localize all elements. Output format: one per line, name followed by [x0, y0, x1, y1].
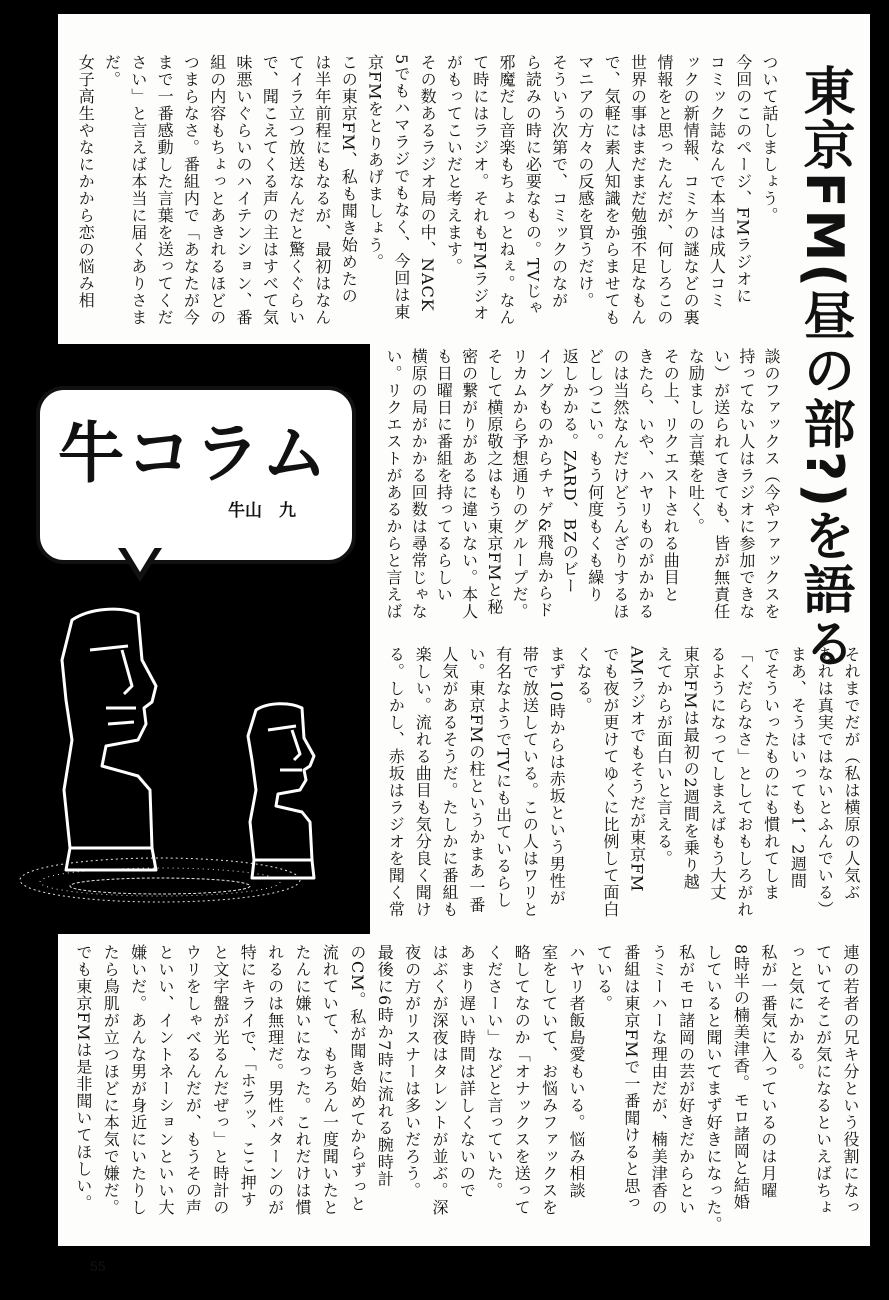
text-line: でも東京FMは是非聞いてほしい。 — [73, 944, 93, 1212]
text-line: といい、イントネーションといい大 — [156, 944, 175, 1216]
column-title: 牛コラム — [58, 415, 330, 492]
text-line: 8時半の楠美津香。モロ諸岡と結婚 — [731, 944, 751, 1211]
text-line: 夜の方がリスナーは多いだろう。 — [402, 944, 422, 1199]
text-line: たら鳥肌が立つほどに本気で嫌だ。 — [101, 944, 121, 1216]
text-line: その数あるラジオ局の中、NACK — [418, 54, 438, 312]
text-line: 略してなのか「オナックスを送って — [512, 944, 532, 1216]
text-line: えてからが面白いと言える。 — [654, 646, 674, 867]
text-line: 横原の局がかかる回数は尋常じゃな — [409, 348, 429, 620]
text-line: っと気にかかる。 — [786, 944, 806, 1080]
text-line: たんに嫌いになった。これだけは慣 — [293, 944, 312, 1216]
text-line: で、気軽に素人知識をからませても — [602, 54, 622, 326]
text-line: 連の若者の兄キ分という役割になっ — [841, 944, 860, 1216]
middle-article-block — [380, 348, 784, 634]
text-line: て時にはラジオ。それもFMラジオ — [470, 54, 490, 322]
text-line: でも夜が更けてゆくに比例して面白 — [600, 646, 620, 918]
text-line: ックの新情報、コミケの謎などの裏 — [681, 54, 701, 326]
text-line: 私がモロ諸岡の芸が好きだからとい — [676, 944, 696, 1216]
text-line: この東京FM、私も聞き始めたの — [339, 54, 359, 305]
text-line: ウリをしゃべるんだが、もうその声 — [183, 944, 203, 1216]
text-line: くださーい」などと言っていた。 — [484, 944, 504, 1199]
text-line: い。東京FMの柱というかまあ一番 — [466, 646, 486, 914]
text-line: 帯で放送している。この人はワリと — [520, 646, 540, 918]
text-line: 世界の事はまだまだ勉強不足なもん — [628, 54, 648, 326]
text-line: まあ、そうはいっても1、2週間 — [788, 646, 808, 890]
text-line: 番組は東京FMで一番聞けると思っ — [621, 944, 641, 1212]
text-line: てイラ立つ放送なんだと驚くぐらい — [286, 54, 306, 326]
page-number: 55 — [90, 1258, 106, 1274]
text-line: ハヤリ者飯島愛もいる。悩み相談 — [567, 944, 586, 1199]
text-line: うミーハーな理由だが、楠美津香の — [649, 944, 669, 1216]
text-line: な励ましの言葉を吐く。 — [686, 348, 706, 535]
text-line: だ。 — [102, 54, 122, 88]
text-line: と文字盤が光るんだぜっ」と時計の — [210, 944, 230, 1216]
moai-statues-icon — [10, 590, 370, 934]
text-line: 密の繋がりがあるに違いない。本人 — [459, 348, 479, 620]
text-line: 特にキライで、「ホラッ、ここ押す — [238, 944, 258, 1208]
text-line: そういう次第で、コミックのなが — [549, 54, 569, 309]
text-line: していると聞いてまず好きになった。 — [704, 944, 723, 1233]
text-line: 今回のこのページ、FMラジオに — [733, 54, 753, 305]
text-line: ついて話しましょう。 — [760, 54, 779, 224]
headline: 東京FM(昼の部?)を語る — [794, 64, 854, 671]
column-author: 牛山 九 — [228, 501, 296, 521]
text-line: でそういったものにも慣れてしま — [761, 646, 781, 901]
text-line: どしつこい。もう何度もくも繰り — [585, 348, 605, 603]
text-line: も日曜日に番組を持ってるらしい — [434, 348, 454, 603]
text-line: 女子高生やなにかから恋の悩み相 — [76, 54, 96, 309]
text-line: まず10時からは赤坂という男性が — [547, 646, 567, 907]
bottom-article-block — [66, 944, 864, 1240]
text-line: つまらなさ。番組内で「あなたが今 — [181, 54, 201, 326]
text-line: 「くだらなさ」としておもしろがれ — [734, 646, 754, 918]
text-line: 持ってない人はラジオに参加できな — [736, 348, 756, 620]
text-line: コミック誌なんで本当は成人コミ — [707, 54, 727, 309]
text-line: 楽しい。流れる曲目も気分良く聞け — [413, 646, 433, 918]
text-line: れるのは無理だ。男性パターンのが — [265, 944, 285, 1216]
text-line: 東京FMは最初の2週間を乗り越 — [681, 646, 701, 891]
text-line: あれは真実ではないとふんでいる） — [815, 646, 835, 918]
text-line: そして横原敬之はもう東京FMと秘 — [484, 348, 504, 616]
text-line: はぶくが深夜はタレントが並ぶ。深 — [430, 944, 449, 1216]
bubble-tail-inner — [123, 544, 157, 572]
text-line: まで一番感動した言葉を送ってくだ — [155, 54, 175, 326]
lower-article-block — [380, 646, 864, 924]
text-line: 情報をと思ったんだが、何しろこの — [654, 54, 674, 326]
text-line: 邪魔だし音楽もちょっとねぇ。なん — [497, 54, 516, 326]
text-line: は半年前程にもなるが、最初はなん — [312, 54, 332, 326]
text-line: る。しかし、赤坂はラジオを聞く常 — [386, 646, 406, 918]
text-line: ている。 — [594, 944, 614, 1012]
text-line: い。リクエストがあるからと言えば — [384, 348, 403, 620]
text-line: 返しかかる。ZARD、BZのビー — [560, 348, 580, 595]
text-line: 人気があるそうだ。たしかに番組も — [440, 646, 459, 918]
text-line: のCM。私が聞き始めてからずっと — [347, 944, 367, 1213]
top-article-block — [70, 54, 782, 334]
text-line: さい」と言えば本当に届くありさま — [128, 54, 148, 326]
text-line: 室をしていて、お悩みファックスを — [539, 944, 559, 1216]
text-line: がもってこいだと考えます。 — [444, 54, 464, 275]
text-line: 嫌いだ。あんな男が身近にいたりし — [128, 944, 148, 1216]
text-line: 有名なようでTVにも出ているらし — [493, 646, 513, 909]
text-line: リカムから予想通りのグループだ。 — [510, 348, 529, 620]
text-line: AMラジオでもそうだが東京FM — [627, 646, 647, 893]
text-line: ら読みの時に必要なもの。TVじゃ — [523, 54, 543, 317]
text-line: くなる。 — [574, 646, 593, 714]
text-line: きたら、いや、ハヤリものがかかる — [636, 348, 655, 620]
text-line: 味悪いぐらいのハイテンション、番 — [234, 54, 253, 326]
text-line: その上、リクエストされる曲目と — [661, 348, 681, 603]
text-line: 最後に6時か7時に流れる腕時計 — [375, 944, 395, 1188]
text-line: 談のファックス（今やファックスを — [762, 348, 781, 620]
text-line: い）が送られてきても、皆が無責任 — [711, 348, 731, 620]
text-line: 組の内容もちょっとあきれるほどの — [207, 54, 227, 326]
text-line: それまでだが（私は横原の人気ぶ — [842, 646, 861, 901]
text-line: マニアの方々の反感を買うだけ。 — [575, 54, 595, 309]
text-line: 5でもハマラジでもなく、今回は東 — [391, 54, 411, 321]
text-line: 私が一番気に入っているのは月曜 — [758, 944, 778, 1199]
text-line: のは当然なんだけどうんざりするほ — [610, 348, 630, 620]
text-line: 京FMをとりあげましょう。 — [365, 54, 385, 271]
text-line: ていてそこが気になるといえばちょ — [813, 944, 833, 1216]
text-line: あまり遅い時間は詳しくないので — [457, 944, 477, 1199]
text-line: るようになってしまえばもう大丈 — [708, 646, 727, 901]
text-line: 流れていて、もちろん一度聞いたと — [320, 944, 340, 1216]
text-line: で、聞こえてくる声の主はすべて気 — [260, 54, 280, 326]
text-line: イングものからチャゲ&飛鳥からド — [535, 348, 555, 619]
